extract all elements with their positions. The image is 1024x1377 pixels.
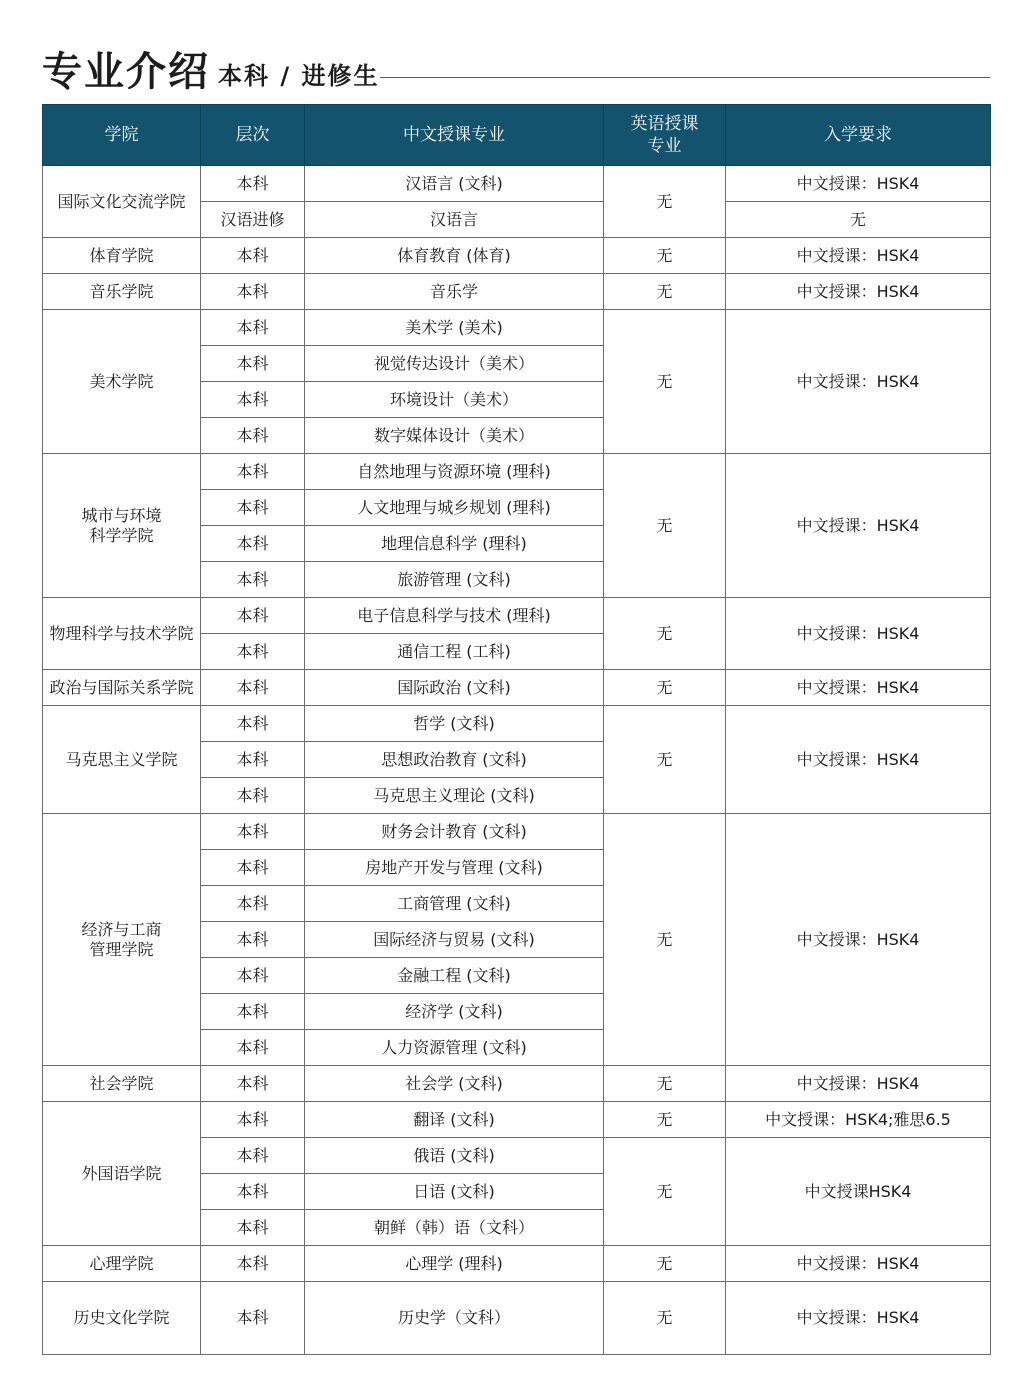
major-cell: 美术学 (美术) — [305, 310, 604, 346]
college-cell — [43, 1102, 201, 1246]
level-cell: 本科 — [201, 670, 305, 706]
major-cell: 地理信息科学 (理科) — [305, 526, 604, 562]
table-row — [43, 1282, 991, 1355]
english-major-cell: 无 — [604, 274, 726, 310]
level-cell: 本科 — [201, 1246, 305, 1282]
english-major-cell: 无 — [604, 1138, 726, 1246]
college-cell — [43, 1282, 201, 1355]
college-cell — [43, 238, 201, 274]
college-name-line: 历史文化学院 — [73, 1308, 170, 1327]
english-major-cell: 无 — [604, 670, 726, 706]
table-row — [43, 1246, 991, 1282]
table-row — [43, 670, 991, 706]
college-cell — [43, 598, 201, 670]
college-cell — [43, 1066, 201, 1102]
level-cell: 本科 — [201, 490, 305, 526]
college-name-line: 物理科学与技术学院 — [49, 623, 194, 643]
college-name-line: 体育学院 — [89, 245, 154, 265]
table-row — [43, 1102, 991, 1138]
header-divider — [380, 77, 990, 78]
level-cell: 本科 — [201, 1210, 305, 1246]
level-cell: 本科 — [201, 1174, 305, 1210]
english-major-cell: 无 — [604, 1066, 726, 1102]
english-major-cell: 无 — [604, 706, 726, 814]
major-cell: 思想政治教育 (文科) — [305, 742, 604, 778]
major-cell: 日语 (文科) — [305, 1174, 604, 1210]
major-cell: 汉语言 — [305, 202, 604, 238]
table-row — [43, 274, 991, 310]
major-cell: 工商管理 (文科) — [305, 886, 604, 922]
english-major-cell: 无 — [604, 598, 726, 670]
major-cell: 社会学 (文科) — [305, 1066, 604, 1102]
requirement-cell: 中文授课：HSK4 — [726, 706, 991, 814]
requirement-cell: 中文授课：HSK4 — [726, 454, 991, 598]
english-major-cell: 无 — [604, 1102, 726, 1138]
major-cell: 环境设计（美术） — [305, 382, 604, 418]
major-cell: 俄语 (文科) — [305, 1138, 604, 1174]
requirement-cell: 中文授课HSK4 — [726, 1138, 991, 1246]
table-body — [43, 166, 991, 1355]
requirement-cell: 中文授课：HSK4 — [726, 310, 991, 454]
major-cell: 通信工程 (工科) — [305, 634, 604, 670]
level-cell: 本科 — [201, 418, 305, 454]
page-subtitle: 本科 / 进修生 — [218, 62, 380, 90]
level-cell: 本科 — [201, 994, 305, 1030]
table-row — [43, 166, 991, 202]
major-cell: 数字媒体设计（美术） — [305, 418, 604, 454]
major-cell: 电子信息科学与技术 (理科) — [305, 598, 604, 634]
programs-table — [42, 104, 991, 1355]
level-cell: 本科 — [201, 382, 305, 418]
college-cell — [43, 1246, 201, 1282]
english-major-cell: 无 — [604, 238, 726, 274]
major-cell: 人文地理与城乡规划 (理科) — [305, 490, 604, 526]
college-cell — [43, 706, 201, 814]
column-header-requirement: 入学要求 — [726, 105, 991, 166]
college-name-line: 马克思主义学院 — [65, 749, 178, 769]
major-cell: 马克思主义理论 (文科) — [305, 778, 604, 814]
page-title: 专业介绍 — [42, 49, 210, 95]
college-name-line: 科学学院 — [89, 525, 154, 545]
major-cell: 音乐学 — [305, 274, 604, 310]
column-header-chinese-major: 中文授课专业 — [305, 105, 604, 166]
english-major-cell: 无 — [604, 310, 726, 454]
major-cell: 自然地理与资源环境 (理科) — [305, 454, 604, 490]
level-cell: 本科 — [201, 346, 305, 382]
major-cell: 体育教育 (体育) — [305, 238, 604, 274]
level-cell: 本科 — [201, 526, 305, 562]
level-cell: 本科 — [201, 1282, 305, 1355]
level-cell: 本科 — [201, 814, 305, 850]
english-major-cell: 无 — [604, 814, 726, 1066]
college-name-line: 经济与工商 — [81, 919, 162, 939]
level-cell: 本科 — [201, 1102, 305, 1138]
major-cell: 人力资源管理 (文科) — [305, 1030, 604, 1066]
major-cell: 国际经济与贸易 (文科) — [305, 922, 604, 958]
column-header-english-major-line2: 专业 — [647, 136, 682, 156]
college-cell — [43, 814, 201, 1066]
column-header-college: 学院 — [43, 105, 201, 166]
level-cell: 本科 — [201, 166, 305, 202]
level-cell: 汉语进修 — [201, 202, 305, 238]
major-cell: 哲学 (文科) — [305, 706, 604, 742]
level-cell: 本科 — [201, 454, 305, 490]
college-name-line: 美术学院 — [89, 371, 154, 391]
level-cell: 本科 — [201, 742, 305, 778]
level-cell: 本科 — [201, 634, 305, 670]
table-header — [43, 105, 991, 166]
major-cell: 房地产开发与管理 (文科) — [305, 850, 604, 886]
major-cell: 金融工程 (文科) — [305, 958, 604, 994]
requirement-cell: 中文授课：HSK4 — [726, 814, 991, 1066]
college-cell — [43, 166, 201, 238]
requirement-cell: 中文授课：HSK4 — [726, 238, 991, 274]
level-cell: 本科 — [201, 310, 305, 346]
major-cell: 历史学（文科） — [305, 1282, 604, 1355]
english-major-cell: 无 — [604, 1282, 726, 1355]
college-name-line: 心理学院 — [89, 1253, 154, 1273]
english-major-cell: 无 — [604, 1246, 726, 1282]
requirement-cell: 中文授课：HSK4 — [726, 1246, 991, 1282]
level-cell: 本科 — [201, 562, 305, 598]
level-cell: 本科 — [201, 706, 305, 742]
college-name-line: 城市与环境 — [81, 505, 162, 525]
table-row — [43, 814, 991, 850]
college-cell — [43, 670, 201, 706]
requirement-cell: 无 — [726, 202, 991, 238]
table-row — [43, 706, 991, 742]
major-cell: 朝鲜（韩）语（文科） — [305, 1210, 604, 1246]
college-cell — [43, 274, 201, 310]
major-cell: 国际政治 (文科) — [305, 670, 604, 706]
college-name-line: 社会学院 — [89, 1073, 154, 1093]
level-cell: 本科 — [201, 886, 305, 922]
college-cell — [43, 310, 201, 454]
level-cell: 本科 — [201, 1030, 305, 1066]
level-cell: 本科 — [201, 598, 305, 634]
requirement-cell: 中文授课：HSK4 — [726, 598, 991, 670]
column-header-english-major-line1: 英语授课 — [630, 114, 699, 134]
college-name-line: 管理学院 — [89, 939, 154, 959]
page-header — [42, 44, 990, 100]
level-cell: 本科 — [201, 1138, 305, 1174]
major-cell: 翻译 (文科) — [305, 1102, 604, 1138]
level-cell: 本科 — [201, 1066, 305, 1102]
level-cell: 本科 — [201, 274, 305, 310]
level-cell: 本科 — [201, 850, 305, 886]
table-row — [43, 1066, 991, 1102]
requirement-cell: 中文授课：HSK4 — [726, 274, 991, 310]
requirement-cell: 中文授课：HSK4 — [726, 670, 991, 706]
table-row — [43, 454, 991, 490]
level-cell: 本科 — [201, 778, 305, 814]
requirement-cell: 中文授课：HSK4;雅思6.5 — [726, 1102, 991, 1138]
requirement-cell: 中文授课：HSK4 — [726, 1066, 991, 1102]
table-row — [43, 310, 991, 346]
level-cell: 本科 — [201, 958, 305, 994]
table-row — [43, 238, 991, 274]
level-cell: 本科 — [201, 238, 305, 274]
column-header-english-major — [604, 105, 726, 166]
major-cell: 汉语言 (文科) — [305, 166, 604, 202]
column-header-level: 层次 — [201, 105, 305, 166]
header-row — [43, 105, 991, 166]
major-cell: 心理学 (理科) — [305, 1246, 604, 1282]
major-cell: 旅游管理 (文科) — [305, 562, 604, 598]
college-name-line: 政治与国际关系学院 — [49, 677, 194, 697]
college-name-line: 外国语学院 — [81, 1163, 162, 1183]
requirement-cell: 中文授课：HSK4 — [726, 1282, 991, 1355]
college-name-line: 音乐学院 — [89, 281, 154, 301]
english-major-cell: 无 — [604, 454, 726, 598]
college-cell — [43, 454, 201, 598]
requirement-cell: 中文授课：HSK4 — [726, 166, 991, 202]
major-cell: 经济学 (文科) — [305, 994, 604, 1030]
table-row — [43, 598, 991, 634]
major-cell: 视觉传达设计（美术） — [305, 346, 604, 382]
college-name-line: 国际文化交流学院 — [57, 191, 186, 211]
major-cell: 财务会计教育 (文科) — [305, 814, 604, 850]
level-cell: 本科 — [201, 922, 305, 958]
english-major-cell: 无 — [604, 166, 726, 238]
